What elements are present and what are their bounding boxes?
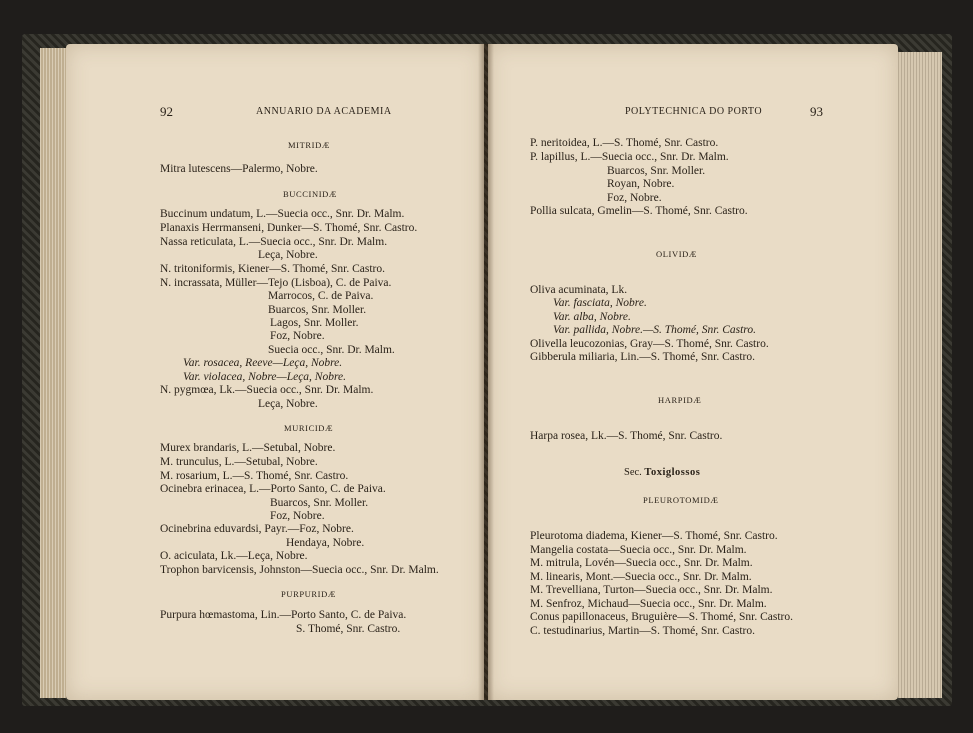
variety-line: Var. fasciata, Nobre. bbox=[553, 297, 647, 309]
species-line: M. Trevelliana, Turton—Suecia occ., Snr. Dr. Malm. bbox=[530, 584, 773, 596]
book-gutter bbox=[478, 44, 494, 700]
species-line: Planaxis Herrmanseni, Dunker—S. Thomé, Snr. Castro. bbox=[160, 222, 418, 234]
species-line: Pleurotoma diadema, Kiener—S. Thomé, Snr. Castro. bbox=[530, 530, 778, 542]
species-line: Murex brandaris, L.—Setubal, Nobre. bbox=[160, 442, 336, 454]
locality-line: Leça, Nobre. bbox=[258, 398, 318, 410]
locality-line: Buarcos, Snr. Moller. bbox=[607, 165, 706, 177]
species-line: N. tritoniformis, Kiener—S. Thomé, Snr. Castro. bbox=[160, 263, 385, 275]
species-line: Ocinebra erinacea, L.—Porto Santo, C. de Paiva. bbox=[160, 483, 386, 495]
species-line: M. mitrula, Lovén—Suecia occ., Snr. Dr. Malm. bbox=[530, 557, 753, 569]
locality-line: Suecia occ., Snr. Dr. Malm. bbox=[268, 344, 395, 356]
locality-line: S. Thomé, Snr. Castro. bbox=[296, 623, 401, 635]
variety-line: Var. alba, Nobre. bbox=[553, 311, 631, 323]
locality-line: Hendaya, Nobre. bbox=[286, 537, 365, 549]
left-page-number: 92 bbox=[160, 104, 173, 119]
species-line: O. aciculata, Lk.—Leça, Nobre. bbox=[160, 550, 308, 562]
locality-line: Buarcos, Snr. Moller. bbox=[268, 304, 367, 316]
species-line: Oliva acuminata, Lk. bbox=[530, 284, 628, 296]
family-heading-olividae: OLIVIDÆ bbox=[656, 249, 698, 259]
right-page-edges bbox=[898, 52, 942, 698]
right-page-header: POLYTECHNICA DO PORTO bbox=[625, 106, 763, 117]
variety-line: Var. rosacea, Reeve—Leça, Nobre. bbox=[183, 357, 343, 369]
species-line: Olivella leucozonias, Gray—S. Thomé, Snr. Castro. bbox=[530, 338, 769, 350]
variety-line: Var. violacea, Nobre—Leça, Nobre. bbox=[183, 371, 347, 383]
locality-line: Royan, Nobre. bbox=[607, 178, 675, 190]
locality-line: Foz, Nobre. bbox=[270, 510, 325, 522]
family-heading-harpidae: HARPIDÆ bbox=[658, 395, 702, 405]
section-heading-toxiglossos bbox=[624, 467, 700, 478]
locality-line: Foz, Nobre. bbox=[270, 330, 325, 342]
right-page-number: 93 bbox=[810, 104, 823, 119]
species-line: Conus papillonaceus, Bruguière—S. Thomé, Snr. Castro. bbox=[530, 611, 793, 623]
species-line: Mangelia costata—Suecia occ., Snr. Dr. Malm. bbox=[530, 544, 747, 556]
family-heading-mitridae: MITRIDÆ bbox=[288, 140, 330, 150]
section-name: Toxiglossos bbox=[644, 467, 701, 478]
species-line: N. pygmœa, Lk.—Suecia occ., Snr. Dr. Malm. bbox=[160, 384, 374, 396]
left-page-edges bbox=[40, 48, 66, 698]
family-heading-buccinidae: BUCCINIDÆ bbox=[283, 189, 338, 199]
species-line: Harpa rosea, Lk.—S. Thomé, Snr. Castro. bbox=[530, 430, 723, 442]
locality-line: Buarcos, Snr. Moller. bbox=[270, 497, 369, 509]
species-line: M. linearis, Mont.—Suecia occ., Snr. Dr. Malm. bbox=[530, 571, 752, 583]
species-line: N. incrassata, Müller—Tejo (Lisboa), C. de Paiva. bbox=[160, 277, 392, 289]
species-line: M. trunculus, L.—Setubal, Nobre. bbox=[160, 456, 318, 468]
variety-line: Var. pallida, Nobre.—S. Thomé, Snr. Castro. bbox=[553, 324, 756, 336]
species-line: M. Senfroz, Michaud—Suecia occ., Snr. Dr. Malm. bbox=[530, 598, 767, 610]
left-page-header: ANNUARIO DA ACADEMIA bbox=[256, 106, 392, 117]
species-line: P. neritoidea, L.—S. Thomé, Snr. Castro. bbox=[530, 137, 719, 149]
species-line: Purpura hœmastoma, Lin.—Porto Santo, C. de Paiva. bbox=[160, 609, 407, 621]
species-line: Ocinebrina eduvardsi, Payr.—Foz, Nobre. bbox=[160, 523, 354, 535]
species-line: Buccinum undatum, L.—Suecia occ., Snr. Dr. Malm. bbox=[160, 208, 405, 220]
species-line: M. rosarium, L.—S. Thomé, Snr. Castro. bbox=[160, 470, 349, 482]
species-line: Pollia sulcata, Gmelin—S. Thomé, Snr. Castro. bbox=[530, 205, 748, 217]
family-heading-muricidae: MURICIDÆ bbox=[284, 423, 334, 433]
species-line: C. testudinarius, Martin—S. Thomé, Snr. Castro. bbox=[530, 625, 755, 637]
locality-line: Foz, Nobre. bbox=[607, 192, 662, 204]
species-line: Trophon barvicensis, Johnston—Suecia occ., Snr. Dr. Malm. bbox=[160, 564, 439, 576]
family-heading-purpuridae: PURPURIDÆ bbox=[281, 589, 336, 599]
family-heading-pleurotomidae: PLEUROTOMIDÆ bbox=[643, 495, 719, 505]
section-label: Sec. bbox=[624, 467, 642, 478]
locality-line: Lagos, Snr. Moller. bbox=[270, 317, 359, 329]
species-line: Nassa reticulata, L.—Suecia occ., Snr. Dr. Malm. bbox=[160, 236, 388, 248]
locality-line: Marrocos, C. de Paiva. bbox=[268, 290, 374, 302]
species-line: P. lapillus, L.—Suecia occ., Snr. Dr. Malm. bbox=[530, 151, 729, 163]
species-line: Gibberula miliaria, Lin.—S. Thomé, Snr. Castro. bbox=[530, 351, 755, 363]
locality-line: Leça, Nobre. bbox=[258, 249, 318, 261]
species-line: Mitra lutescens—Palermo, Nobre. bbox=[160, 163, 318, 175]
